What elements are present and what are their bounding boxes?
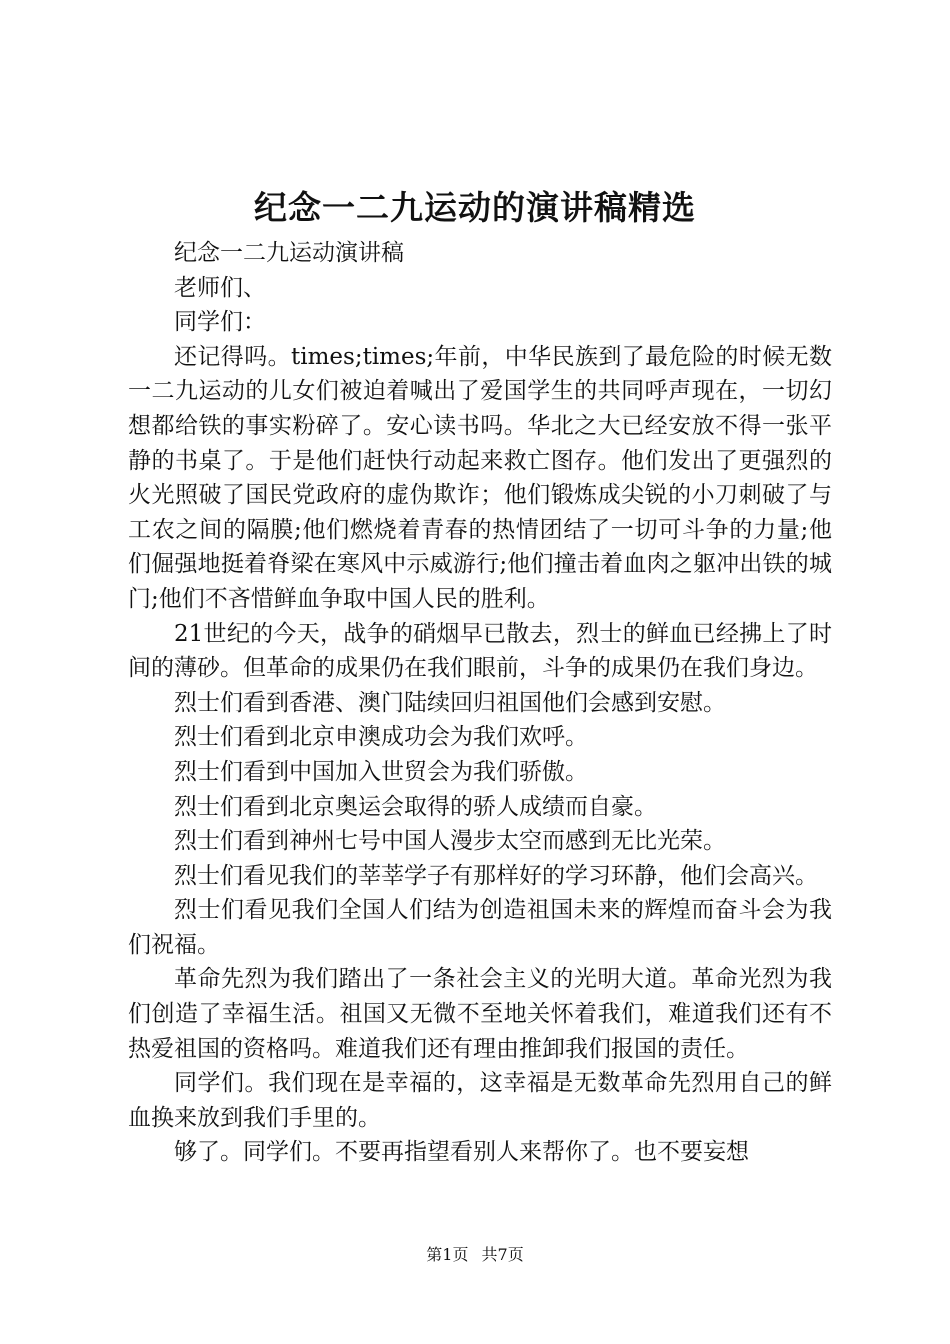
paragraph: 同学们。我们现在是幸福的，这幸福是无数革命先烈用自己的鲜血换来放到我们手里的。 [128, 1070, 832, 1131]
paragraph: 烈士们看到香港、澳门陆续回归祖国他们会感到安慰。 [174, 689, 726, 716]
paragraph: 烈士们看见我们全国人们结为创造祖国未来的辉煌而奋斗会为我们祝福。 [128, 897, 832, 958]
page-footer [0, 1244, 950, 1266]
paragraph: 烈士们看到北京申澳成功会为我们欢呼。 [174, 724, 588, 751]
paragraph-subtitle: 纪念一二九运动演讲稿 [174, 240, 404, 266]
page-total: 共7页 [481, 1245, 524, 1264]
paragraph-greeting-teachers: 老师们、 [174, 274, 266, 301]
paragraph-greeting-students: 同学们： [174, 309, 266, 336]
paragraph: 烈士们看到中国加入世贸会为我们骄傲。 [174, 758, 588, 785]
paragraph: 21世纪的今天，战争的硝烟早已散去，烈士的鲜血已经拂上了时间的薄砂。但革命的成果仍在我们眼前，斗争的成果仍在我们身边。 [128, 620, 832, 682]
page-number: 第1页 [426, 1245, 469, 1264]
document-title: 纪念一二九运动的演讲稿精选 [254, 188, 696, 227]
paragraph: 革命先烈为我们踏出了一条社会主义的光明大道。革命光烈为我们创造了幸福生活。祖国又无微不至地关怀着我们，难道我们还有不热爱祖国的资格吗。难道我们还有理由推卸我们报国的责任。 [128, 966, 832, 1062]
document-body [128, 236, 832, 1170]
paragraph: 烈士们看见我们的莘莘学子有那样好的学习环静，他们会高兴。 [174, 862, 818, 889]
paragraph: 够了。同学们。不要再指望看别人来帮你了。也不要妄想 [174, 1139, 749, 1166]
paragraph: 烈士们看到神州七号中国人漫步太空而感到无比光荣。 [174, 828, 726, 855]
paragraph: 还记得吗。times;times;年前，中华民族到了最危险的时候无数一二九运动的儿女们被迫着喊出了爱国学生的共同呼声现在，一切幻想都给铁的事实粉碎了。安心读书吗。华北之大已经安放不得一张平静的书桌了。于是他们赶快行动起来救亡图存。他们发出了更强烈的火光照破了国民党政府的虚伪欺诈；他们锻炼成尖锐的小刀刺破了与工农之间的隔膜;他们燃烧着青春的热情团结了一切可斗争的力量;他们倔强地挺着脊梁在寒风中示威游行;他们撞击着血肉之躯冲出铁的城门;他们不吝惜鲜血争取中国人民的胜利。 [128, 343, 832, 612]
paragraph: 烈士们看到北京奥运会取得的骄人成绩而自豪。 [174, 793, 657, 820]
